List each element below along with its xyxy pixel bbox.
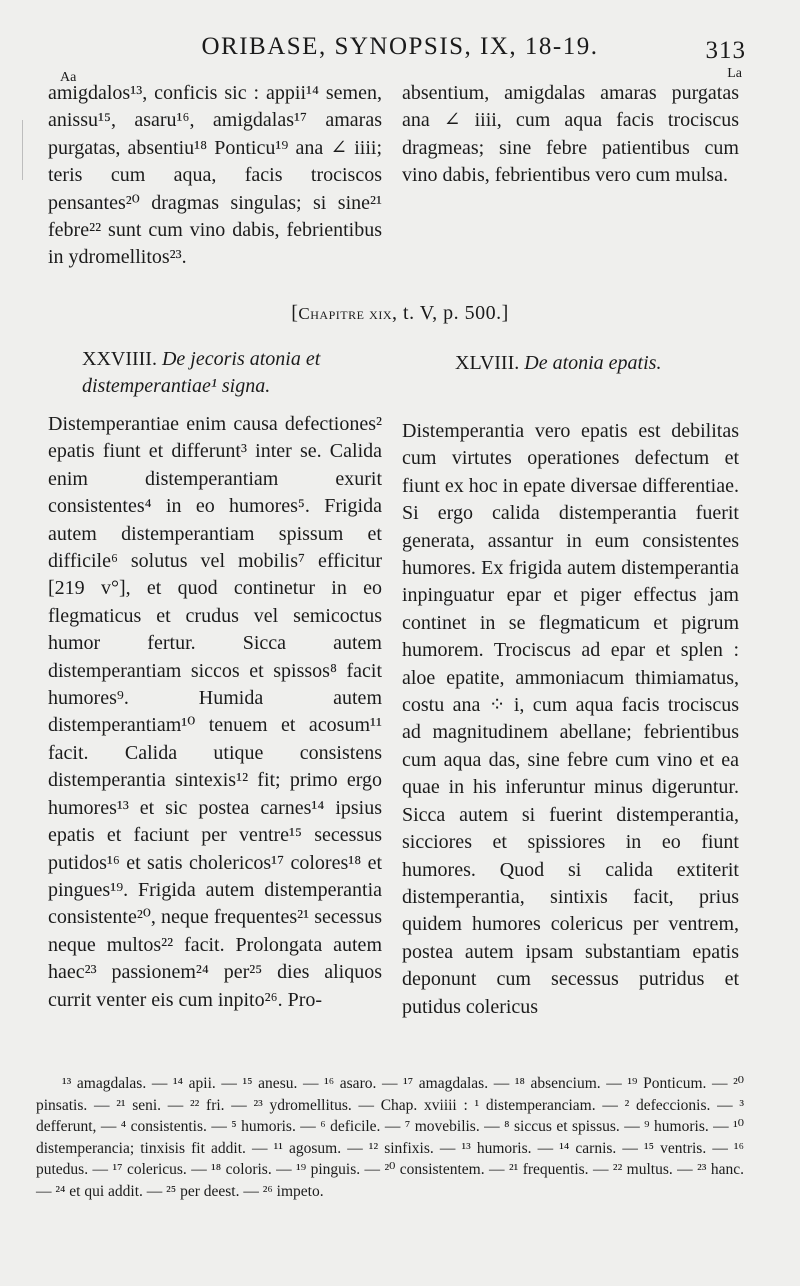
footnotes-text: ¹³ amagdalas. — ¹⁴ apii. — ¹⁵ anesu. — ¹⁶ asaro. — ¹⁷ amagdalas. — ¹⁸ absencium. — ¹⁹ Ponticum. — ²⁰ pinsatis. — ²¹ seni. — ²² fri. — ²³ ydromellitus. — Chap. xviiii : ¹ distemperanciam. — ² defeccionis. — ³ defferunt, — ⁴ consistentis. — ⁵ humoris. — ⁶ deficile. — ⁷ movebilis. — ⁸ siccus et spissus. — ⁹ humoris. — ¹⁰ distemperancia; tinxisis fit addit. — ¹¹ agosum. — ¹² sinfixis. — ¹³ humoris. — ¹⁴ carnis. — ¹⁵ ventris. — ¹⁶ putedus. — ¹⁷ colericus. — ¹⁸ coloris. — ¹⁹ pinguis. — ²⁰ consistentem. — ²¹ frequentis. — ²² multus. — ²³ hanc. — ²⁴ et qui addit. — ²⁵ per deest. — ²⁶ impeto. — [36, 1075, 744, 1200]
siglum-right: La — [727, 66, 742, 81]
right-column-body — [402, 418, 739, 1021]
right-chapter-title: De atonia epatis. — [524, 352, 662, 374]
chapter-reference — [0, 302, 800, 325]
chapter-reference-prefix: [ — [291, 302, 299, 324]
chapter-reference-rest: , t. V, p. 500.] — [392, 302, 509, 324]
left-chapter-heading — [82, 346, 372, 400]
left-body-paragraph: Distemperantiae enim causa defectiones² epatis fiunt et differunt³ inter se. Calida enim distemperantiam exurit consistentes⁴ in eo humores⁵. Frigida autem distemperantiam spissum et difficile⁶ solutus vel mobilis⁷ efficitur [219 v°], et quod continetur in eo flegmaticus et crudus vel semicoctus humor fertur. Sicca autem distemperantiam siccos et spissos⁸ facit humores⁹. Humida autem distemperantiam¹⁰ tenuem et acosum¹¹ facit. Calida utique consistens distemperantia sintexis¹² fit; primo ergo humores¹³ et sic postea carnes¹⁴ ipsius epatis et faciunt per ventre¹⁵ secessus putidos¹⁶ et satis cholericos¹⁷ colores¹⁸ et pingues¹⁹. Frigida autem distemperantia consistente²⁰, neque frequentes²¹ secessus neque multos²² facit. Prolongata autem haec²³ passionem²⁴ per²⁵ dies aliquos currit venter eis cum inpito²⁶. Pro- — [48, 413, 382, 1011]
right-body-paragraph: Distemperantia vero epatis est debilitas cum virtutes operationes defectum et fiunt ex hoc in epate diversae differentiae. Si ergo calida distemperantia fuerit generata, assantur in eum consistentes humores. Ex frigida autem distemperantia inpinguatur epar et piger effectus jam continet in se flegmaticum et pigrum humorem. Trociscus ad epar et splen : aloe epatite, ammoniacum thimiamatus, costu ana ⁘ i, cum aqua facis trociscus ad magnitudinem abellane; febrientibus cum aqua das, sine febre cum vino et ea quae in his inferuntur minus digeruntur. Sicca autem si fuerint distemperantia, sicciores et spissiores in eo fiunt humores. Quod si calida extiterit distemperantia, sintixis facit, prius quidem humores colericus per ventrem, postea autem ipsam substantiam epatis deponunt cum secessus putridus et putidus colericus — [402, 420, 739, 1018]
previous-chapter-left-text — [48, 80, 382, 272]
left-chapter-title: De jecoris atonia et distemperantiae¹ signa. — [82, 348, 321, 397]
left-column-body — [48, 411, 382, 1014]
margin-mark — [22, 120, 23, 180]
siglum-left: Aa — [60, 70, 77, 85]
previous-chapter-right-text — [402, 80, 739, 190]
footnotes — [36, 1073, 744, 1202]
page-number: 313 — [705, 37, 746, 64]
previous-chapter-left-paragraph: amigdalos¹³, conficis sic : appii¹⁴ semen, anissu¹⁵, asaru¹⁶, amigdalas¹⁷ amaras purgatas, absentiu¹⁸ Ponticu¹⁹ ana ∠ iiii; teris cum aqua, facis trociscos pensantes²⁰ dragmas singulas; si sine²¹ febre²² sunt cum vino dabis, febrientibus in ydromellitos²³. — [48, 82, 382, 269]
previous-chapter-right-paragraph: absentium, amigdalas amaras purgatas ana ∠ iiii, cum aqua facis trociscus dragmeas; sine febre patientibus cum vino dabis, febrientibus vero cum mulsa. — [402, 82, 739, 187]
left-chapter-numeral: XXVIIII. — [82, 348, 157, 370]
right-chapter-numeral: XLVIII. — [455, 352, 520, 374]
chapter-reference-label: Chapitre xix — [298, 304, 393, 323]
running-head: ORIBASE, SYNOPSIS, IX, 18-19. — [201, 33, 599, 60]
right-chapter-heading — [455, 350, 755, 377]
